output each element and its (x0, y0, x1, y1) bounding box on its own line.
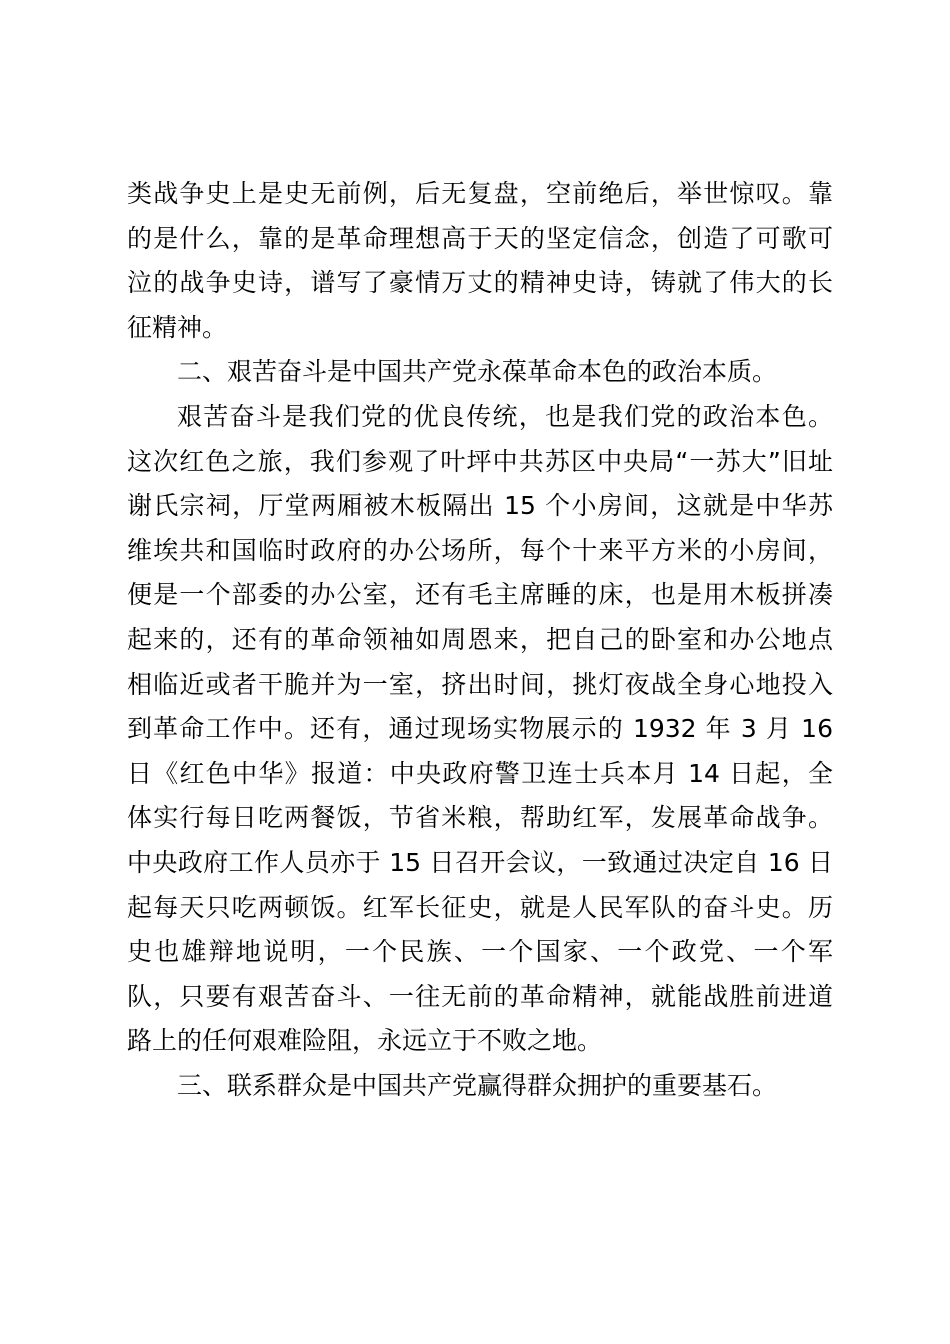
text-line: 体实行每日吃两餐饭，节省米粮，帮助红军，发展革命战争。 (127, 803, 833, 833)
text-line: 便是一个部委的办公室，还有毛主席睡的床，也是用木板拼凑 (127, 580, 833, 610)
text-line: 史也雄辩地说明，一个民族、一个国家、一个政党、一个军 (127, 937, 833, 967)
text-line: 队，只要有艰苦奋斗、一往无前的革命精神，就能战胜前进道 (127, 981, 833, 1011)
paragraph-first-line: 二、艰苦奋斗是中国共产党永葆革命本色的政治本质。 (177, 357, 778, 387)
text-line: 谢氏宗祠，厅堂两厢被木板隔出 15 个小房间，这就是中华苏 (127, 491, 833, 521)
text-line: 相临近或者干脆并为一室，挤出时间，挑灯夜战全身心地投入 (127, 669, 833, 699)
text-line: 类战争史上是史无前例，后无复盘，空前绝后，举世惊叹。靠 (127, 179, 833, 208)
text-line: 到革命工作中。还有，通过现场实物展示的 1932 年 3 月 16 (127, 714, 833, 744)
text-line: 起来的，还有的革命领袖如周恩来，把自己的卧室和办公地点 (127, 624, 833, 654)
text-line: 维埃共和国临时政府的办公场所，每个十来平方米的小房间， (127, 535, 833, 565)
text-line: 泣的战争史诗，谱写了豪情万丈的精神史诗，铸就了伟大的长 (127, 268, 833, 298)
text-line: 中央政府工作人员亦于 15 日召开会议，一致通过决定自 16 日 (127, 847, 833, 877)
text-line: 路上的任何艰难险阻，永远立于不败之地。 (127, 1026, 603, 1056)
paragraph-first-line: 艰苦奋斗是我们党的优良传统，也是我们党的政治本色。 (177, 401, 833, 431)
text-line: 的是什么，靠的是革命理想高于天的坚定信念，创造了可歌可 (127, 223, 833, 253)
text-line: 起每天只吃两顿饭。红军长征史，就是人民军队的奋斗史。历 (127, 892, 833, 922)
paragraph-first-line: 三、联系群众是中国共产党赢得群众拥护的重要基石。 (177, 1070, 778, 1100)
text-line: 这次红色之旅，我们参观了叶坪中共苏区中央局“一苏大”旧址 (127, 446, 833, 476)
text-line: 日《红色中华》报道：中央政府警卫连士兵本月 14 日起，全 (127, 758, 833, 788)
text-line: 征精神。 (127, 312, 228, 342)
body-text (127, 172, 833, 1108)
